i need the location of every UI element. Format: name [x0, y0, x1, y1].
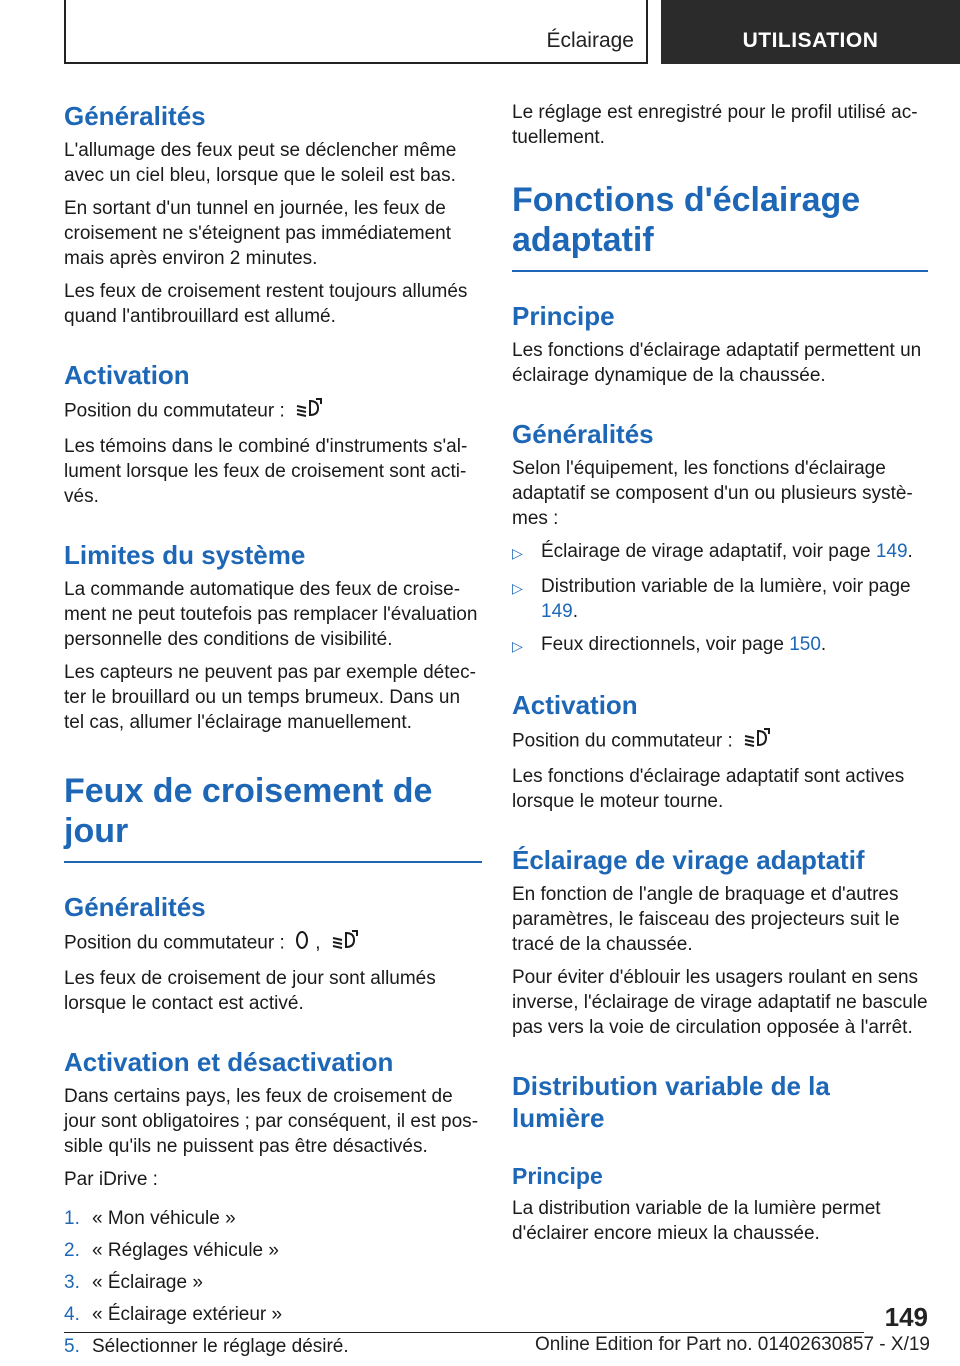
low-beam-auto-icon	[742, 727, 772, 756]
left-column	[64, 100, 482, 1366]
list-item: ▷ Feux directionnels, voir page 150.	[512, 634, 827, 655]
page-link[interactable]: 149	[541, 601, 573, 622]
heading-distribution-variable: Distribution variable de la lumière	[512, 1071, 830, 1133]
paragraph	[64, 397, 482, 426]
paragraph: Pour éviter d'éblouir les usagers roulant en sens inverse, l'éclairage de virage adaptatif ne bascule pas vers la voie de circulation opposée à l'arrêt.	[512, 967, 928, 1038]
paragraph: La distribution variable de la lumière permet d'éclairer encore mieux la chaussée.	[512, 1198, 881, 1244]
paragraph: En sortant d'un tunnel en journée, les feux de croisement ne s'éteignent pas immédiatement mais après environ 2 minutes.	[64, 198, 451, 269]
heading-limites: Limites du système	[64, 540, 306, 570]
low-beam-auto-icon	[294, 397, 324, 426]
page-link[interactable]: 150	[789, 634, 821, 655]
paragraph: Les fonctions d'éclairage adaptatif permettent un éclairage dynamique de la chaussée.	[512, 340, 922, 386]
right-column	[512, 100, 928, 1254]
heading-generalites: Généralités	[64, 101, 206, 131]
header-section-title: Éclairage	[546, 29, 634, 52]
list-item: 1. « Mon véhicule »	[64, 1208, 236, 1229]
low-beam-auto-icon	[330, 929, 360, 958]
paragraph	[512, 727, 928, 756]
list-item: ▷ Éclairage de virage adaptatif, voir page 149.	[512, 541, 913, 562]
heading-principe: Principe	[512, 301, 615, 331]
heading-feux-croisement-jour: Feux de croisement de jour	[64, 771, 482, 863]
paragraph: La commande automatique des feux de croisement ne peut toutefois pas remplacer l'évaluation personnelle des conditions de visibilité.	[64, 579, 478, 650]
switch-zero-icon	[294, 929, 310, 958]
switch-position-label: Position du commutateur :	[64, 400, 285, 422]
heading-eclairage-virage: Éclairage de virage adaptatif	[512, 845, 865, 875]
list-item: 5. Sélectionner le réglage désiré.	[64, 1336, 349, 1357]
list-item: 2. « Réglages véhicule »	[64, 1240, 279, 1261]
steps-list	[64, 1206, 482, 1359]
header-chapter-tab: UTILISATION	[661, 0, 960, 64]
list-item: 3. « Éclairage »	[64, 1272, 203, 1293]
paragraph: Les fonctions d'éclairage adaptatif sont actives lorsque le moteur tourne.	[512, 766, 905, 812]
paragraph: L'allumage des feux peut se déclencher même avec un ciel bleu, lorsque que le soleil est bas.	[64, 140, 457, 186]
paragraph: Le réglage est enregistré pour le profil utilisé actuellement.	[512, 102, 918, 148]
page-link[interactable]: 149	[875, 541, 908, 562]
paragraph: Les feux de croisement restent toujours allumés quand l'antibrouillard est allumé.	[64, 281, 468, 327]
heading-principe-2: Principe	[512, 1163, 603, 1189]
list-item: 4. « Éclairage extérieur »	[64, 1304, 283, 1325]
switch-position-label: Position du commutateur :	[64, 932, 285, 954]
heading-activation-desactivation: Activation et désactivation	[64, 1047, 394, 1077]
header-section-box	[64, 0, 648, 64]
paragraph: Selon l'équipement, les fonctions d'éclairage adaptatif se composent d'un ou plusieurs systèmes :	[512, 458, 913, 529]
heading-activation: Activation	[512, 690, 638, 720]
heading-fonctions-eclairage-adaptatif: Fonctions d'éclairage adaptatif	[512, 180, 928, 272]
paragraph: En fonction de l'angle de braquage et d'autres paramètres, le faisceau des projecteurs suit le tracé de la chaussée.	[512, 884, 900, 955]
footer-divider	[64, 1332, 864, 1333]
paragraph: Par iDrive :	[64, 1169, 158, 1190]
paragraph: Les capteurs ne peuvent pas par exemple détecter le brouillard ou un temps brumeux. Dans un tel cas, allumer l'éclairage manuellement.	[64, 662, 476, 733]
heading-activation: Activation	[64, 360, 190, 390]
separator: ,	[315, 932, 321, 954]
heading-generalites-2: Généralités	[64, 892, 206, 922]
switch-position-label: Position du commutateur :	[512, 730, 733, 752]
footer-edition: Online Edition for Part no. 01402630857 - X/19	[534, 1334, 930, 1355]
heading-generalites: Généralités	[512, 419, 654, 449]
paragraph: Dans certains pays, les feux de croisement de jour sont obligatoires ; par conséquent, il est possible qu'ils ne puissent pas être désactivés.	[64, 1086, 479, 1157]
page-number: 149	[884, 1302, 928, 1332]
list-item: ▷ Distribution variable de la lumière, voir page 149.	[512, 576, 911, 622]
paragraph: Les témoins dans le combiné d'instruments s'allument lorsque les feux de croisement sont activés.	[64, 436, 468, 507]
systems-list	[512, 539, 928, 659]
paragraph: Les feux de croisement de jour sont allumés lorsque le contact est activé.	[64, 968, 436, 1014]
paragraph	[64, 929, 482, 958]
